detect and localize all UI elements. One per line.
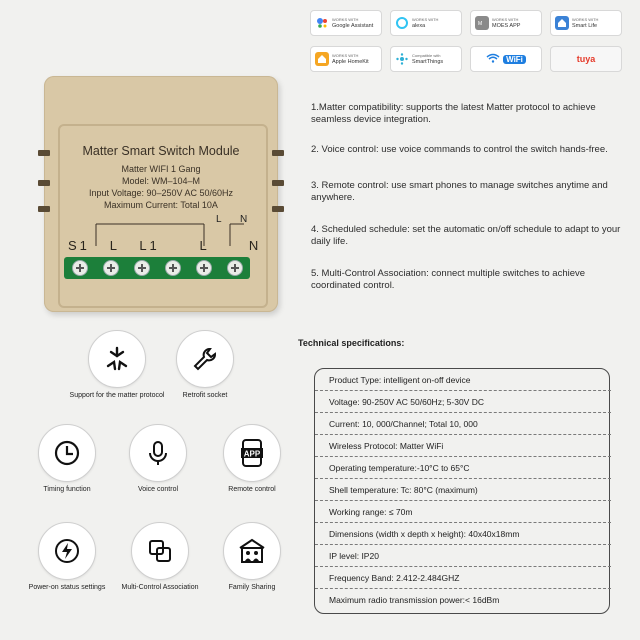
microphone-icon (129, 424, 187, 482)
wiring-label-l: L (216, 214, 222, 225)
badge-bottom: Smart Life (572, 23, 598, 29)
screw-terminal (227, 260, 243, 276)
screw-terminal (103, 260, 119, 276)
icon-label: Voice control (137, 486, 179, 493)
icon-label: Family Sharing (228, 584, 276, 591)
spec-row: Wireless Protocol: Matter WiFi (315, 435, 611, 457)
clock-icon (38, 424, 96, 482)
badge-google-assistant (310, 10, 382, 36)
icon-label: Retrofit socket (182, 392, 228, 399)
badge-top: WORKS WITH (332, 53, 359, 58)
feature-2: 2. Voice control: use voice commands to control the switch hands-free. (311, 144, 608, 155)
wrench-icon (176, 330, 234, 388)
spec-row: Frequency Band: 2.412-2.484GHZ (315, 567, 611, 589)
badge-bottom: Google Assistant (332, 23, 374, 29)
spec-row: Dimensions (width x depth x height): 40x40x18mm (315, 523, 611, 545)
screw-terminal (134, 260, 150, 276)
badge-wifi (470, 46, 542, 72)
feature-icon-family (197, 522, 307, 592)
badge-top: WORKS WITH (332, 17, 359, 22)
device-title: Matter Smart Switch Module (82, 144, 240, 158)
badge-bottom: Apple HomeKit (332, 59, 369, 65)
badge-tuya (550, 46, 622, 72)
icon-label: Support for the matter protocol (69, 392, 165, 399)
spec-row: Working range: ≤ 70m (315, 501, 611, 523)
badge-homekit (310, 46, 382, 72)
terminal-block (64, 257, 250, 279)
device-line-4: Maximum Current: Total 10A (104, 200, 218, 210)
smartthings-icon (395, 52, 409, 66)
app-icon (223, 424, 281, 482)
specs-table (314, 368, 610, 614)
spec-row: Shell temperature: Tc: 80°C (maximum) (315, 479, 611, 501)
homekit-icon (315, 52, 329, 66)
spec-row: Maximum radio transmission power:< 16dBm (329, 595, 500, 605)
badge-bottom: SmartThings (412, 59, 444, 65)
icon-label: Power-on status settings (28, 584, 106, 591)
smart-life-icon (555, 16, 569, 30)
app-text: APP (243, 449, 261, 459)
device-line-2: Model: WM–104–M (121, 176, 201, 186)
badge-bottom: alexa (412, 23, 426, 29)
spec-row: Product Type: intelligent on-off device (315, 369, 611, 391)
tuya-icon: tuya (576, 54, 596, 64)
feature-5: 5. Multi-Control Association: connect multiple switches to achieve coordinated control. (311, 268, 586, 291)
google-assistant-icon (315, 16, 329, 30)
screw-terminal (72, 260, 88, 276)
feature-icon-retrofit (150, 330, 260, 400)
icon-label: Timing function (43, 486, 91, 493)
feature-1: 1.Matter compatibility: supports the latest Matter protocol to achieve seamless device integration. (311, 102, 596, 125)
matter-icon (88, 330, 146, 388)
spec-row: Voltage: 90-250V AC 50/60Hz; 5-30V DC (315, 391, 611, 413)
badge-top: Compatible with (412, 53, 441, 58)
specs-title: Technical specifications: (298, 338, 405, 348)
feature-3: 3. Remote control: use smart phones to manage switches anytime and anywhere. (311, 180, 608, 203)
device-line-1: Matter WIFI 1 Gang (121, 164, 201, 174)
badge-moes (470, 10, 542, 36)
terminal-labels: S1 L L1 L N (68, 238, 262, 253)
device-line-3: Input Voltage: 90–250V AC 50/60Hz (88, 188, 234, 198)
badge-smart-life (550, 10, 622, 36)
moes-icon (475, 16, 489, 30)
spec-row: Operating temperature:-10°C to 65°C (315, 457, 611, 479)
badge-bottom: WiFi (503, 55, 526, 64)
spec-row: Current: 10, 000/Channel; Total 10, 000 (315, 413, 611, 435)
badge-top: WORKS WITH (492, 17, 519, 22)
badge-top: WORKS WITH (572, 17, 599, 22)
badge-alexa (390, 10, 462, 36)
badge-bottom: MOES APP (492, 23, 521, 29)
family-icon (223, 522, 281, 580)
icon-label: Multi-Control Association (121, 584, 199, 591)
feature-icon-remote (197, 424, 307, 494)
icon-label: Remote control (228, 486, 276, 493)
spec-row: IP level: IP20 (315, 545, 611, 567)
alexa-icon (395, 16, 409, 30)
svg-text:M: M (478, 21, 483, 27)
wifi-icon (486, 50, 500, 68)
feature-4: 4. Scheduled schedule: set the automatic on/off schedule to adapt to your daily life. (311, 224, 621, 247)
wiring-label-n: N (240, 214, 248, 225)
compatibility-badges (310, 10, 630, 74)
screw-terminal (196, 260, 212, 276)
lightning-icon (38, 522, 96, 580)
multi-control-icon (131, 522, 189, 580)
screw-terminal (165, 260, 181, 276)
badge-smartthings (390, 46, 462, 72)
badge-top: WORKS WITH (412, 17, 439, 22)
